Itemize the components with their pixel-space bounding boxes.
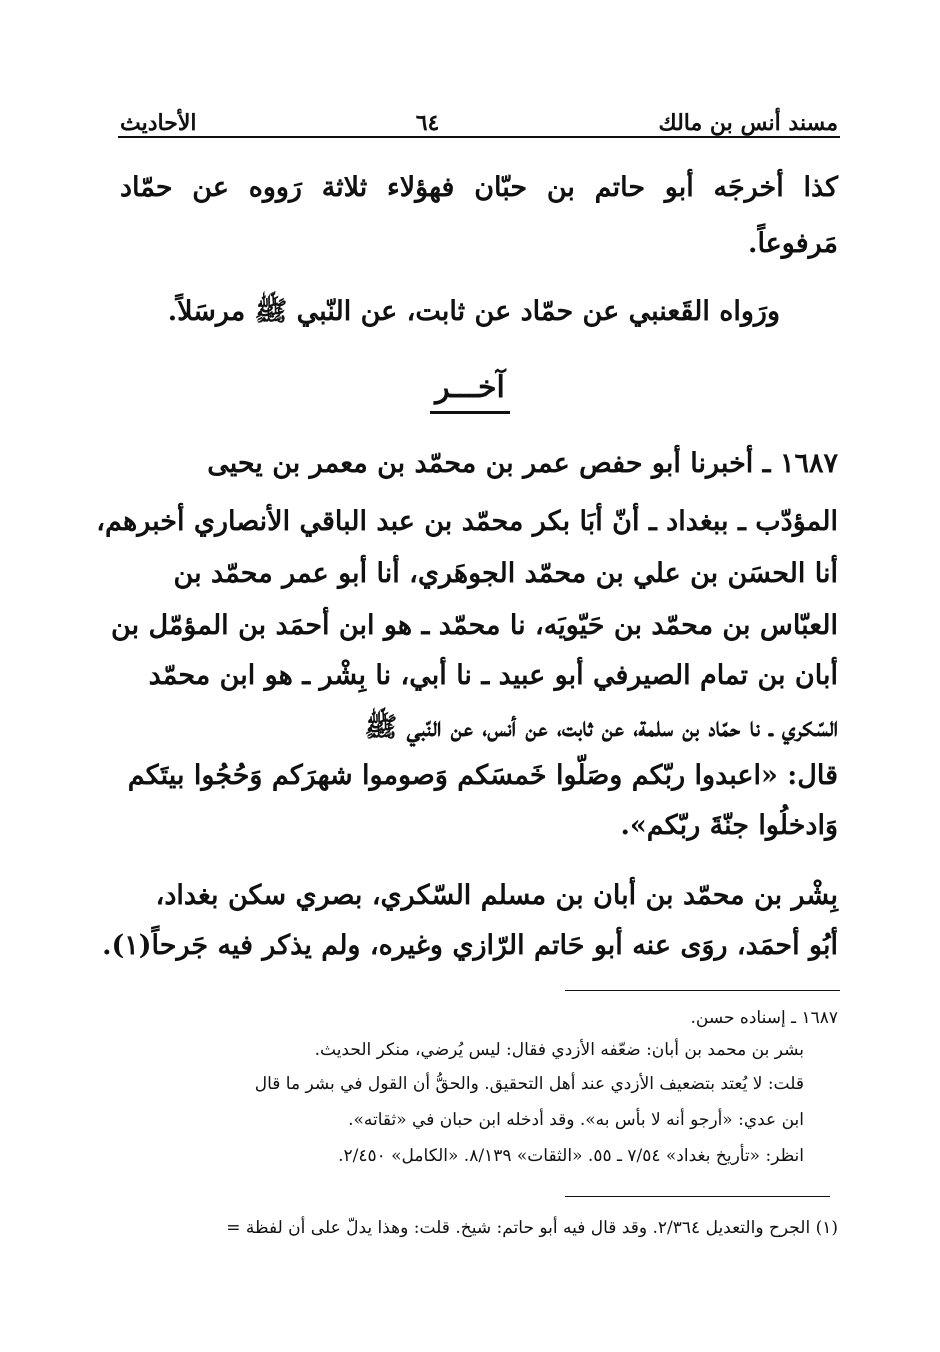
hadith-line: وَادخلُوا جنّةَ ربّكم». [620,810,838,841]
section-title-underline [430,411,510,414]
intro-line-1: كذا أخرجَه أبو حاتم بن حبّان فهؤلاء ثلاثة رَووه عن حمّاد [120,172,838,203]
book-title: مسند أنس بن مالك [658,110,838,136]
footnote-line: انظر: «تأريخ بغداد» ٧/٥٤ ـ ٥٥. «الثقات» ٨/١٣٩. «الكامل» ٢/٤٥٠. [338,1146,804,1166]
hadith-line: أبان بن تمام الصيرفي أبو عبيد ـ نا أبي، نا بِشْر ـ هو ابن محمّد [148,660,838,691]
section-title-text: آخـــر [435,370,505,405]
footnote-rule [565,990,840,991]
footnote-note-1: (١) الجرح والتعديل ٢/٣٦٤. وقد قال فيه أبو حاتم: شيخ. قلت: وهذا يدلّ على أن لفظة = [226,1218,838,1238]
footnote-rule-2 [565,1196,830,1197]
footnote-line: بشر بن محمد بن أبان: ضعّفه الأزدي فقال: ليس يُرضي، منكر الحديث. [314,1040,804,1060]
footnote-line: قلت: لا يُعتد بتضعيف الأزدي عند أهل التحقيق. والحقُّ أن القول في بشر ما قال [254,1074,804,1094]
hadith-line: أنا الحسَن بن علي بن محمّد الجوهَري، أنا أبو عمر محمّد بن [173,558,838,589]
hadith-line: السّكري ـ نا حمّاد بن سلمة، عن ثابت، عن أنس، عن النّبي ﷺ [364,712,838,743]
section-name: الأحاديث [120,110,197,136]
commentary-line-2: أبُو أحمَد، روَى عنه أبو حَاتم الرّازي وغيره، ولم يذكر فيه جَرحاً(١). [102,930,838,961]
running-header [120,96,838,136]
commentary-line-1: بِشْر بن محمّد بن أبان بن مسلم السّكري، بصري سكن بغداد، [155,880,838,911]
hadith-line: العبّاس بن محمّد بن حَيّويَه، نا محمّد ـ هو ابن أحمَد بن المؤمّل بن [111,610,838,641]
footnote-line: ابن عدي: «أرجو أنه لا بأس به». وقد أدخله ابن حبان في «ثقاته». [348,1110,804,1130]
section-title [0,370,940,414]
page-number: ٦٤ [415,110,440,136]
intro-line-2: مَرفوعاً. [748,228,838,259]
intro-line-3: ورَواه القَعنبي عن حمّاد عن ثابت، عن النّبي ﷺ مرسَلاً. [167,296,780,327]
hadith-line: قال: «اعبدوا ربّكم وصَلّوا خَمسَكم وَصوموا شهرَكم وَحُجُوا بيتَكم [127,760,838,791]
header-rule [118,136,840,138]
hadith-line: المؤدّب ـ ببغداد ـ أنّ أبَا بكر محمّد بن عبد الباقي الأنصاري أخبرهم، [96,506,838,537]
hadith-line: ١٦٨٧ ـ أخبرنا أبو حفص عمر بن محمّد بن معمر بن يحيى [207,448,838,479]
footnote-line: ١٦٨٧ ـ إسناده حسن. [690,1008,838,1028]
